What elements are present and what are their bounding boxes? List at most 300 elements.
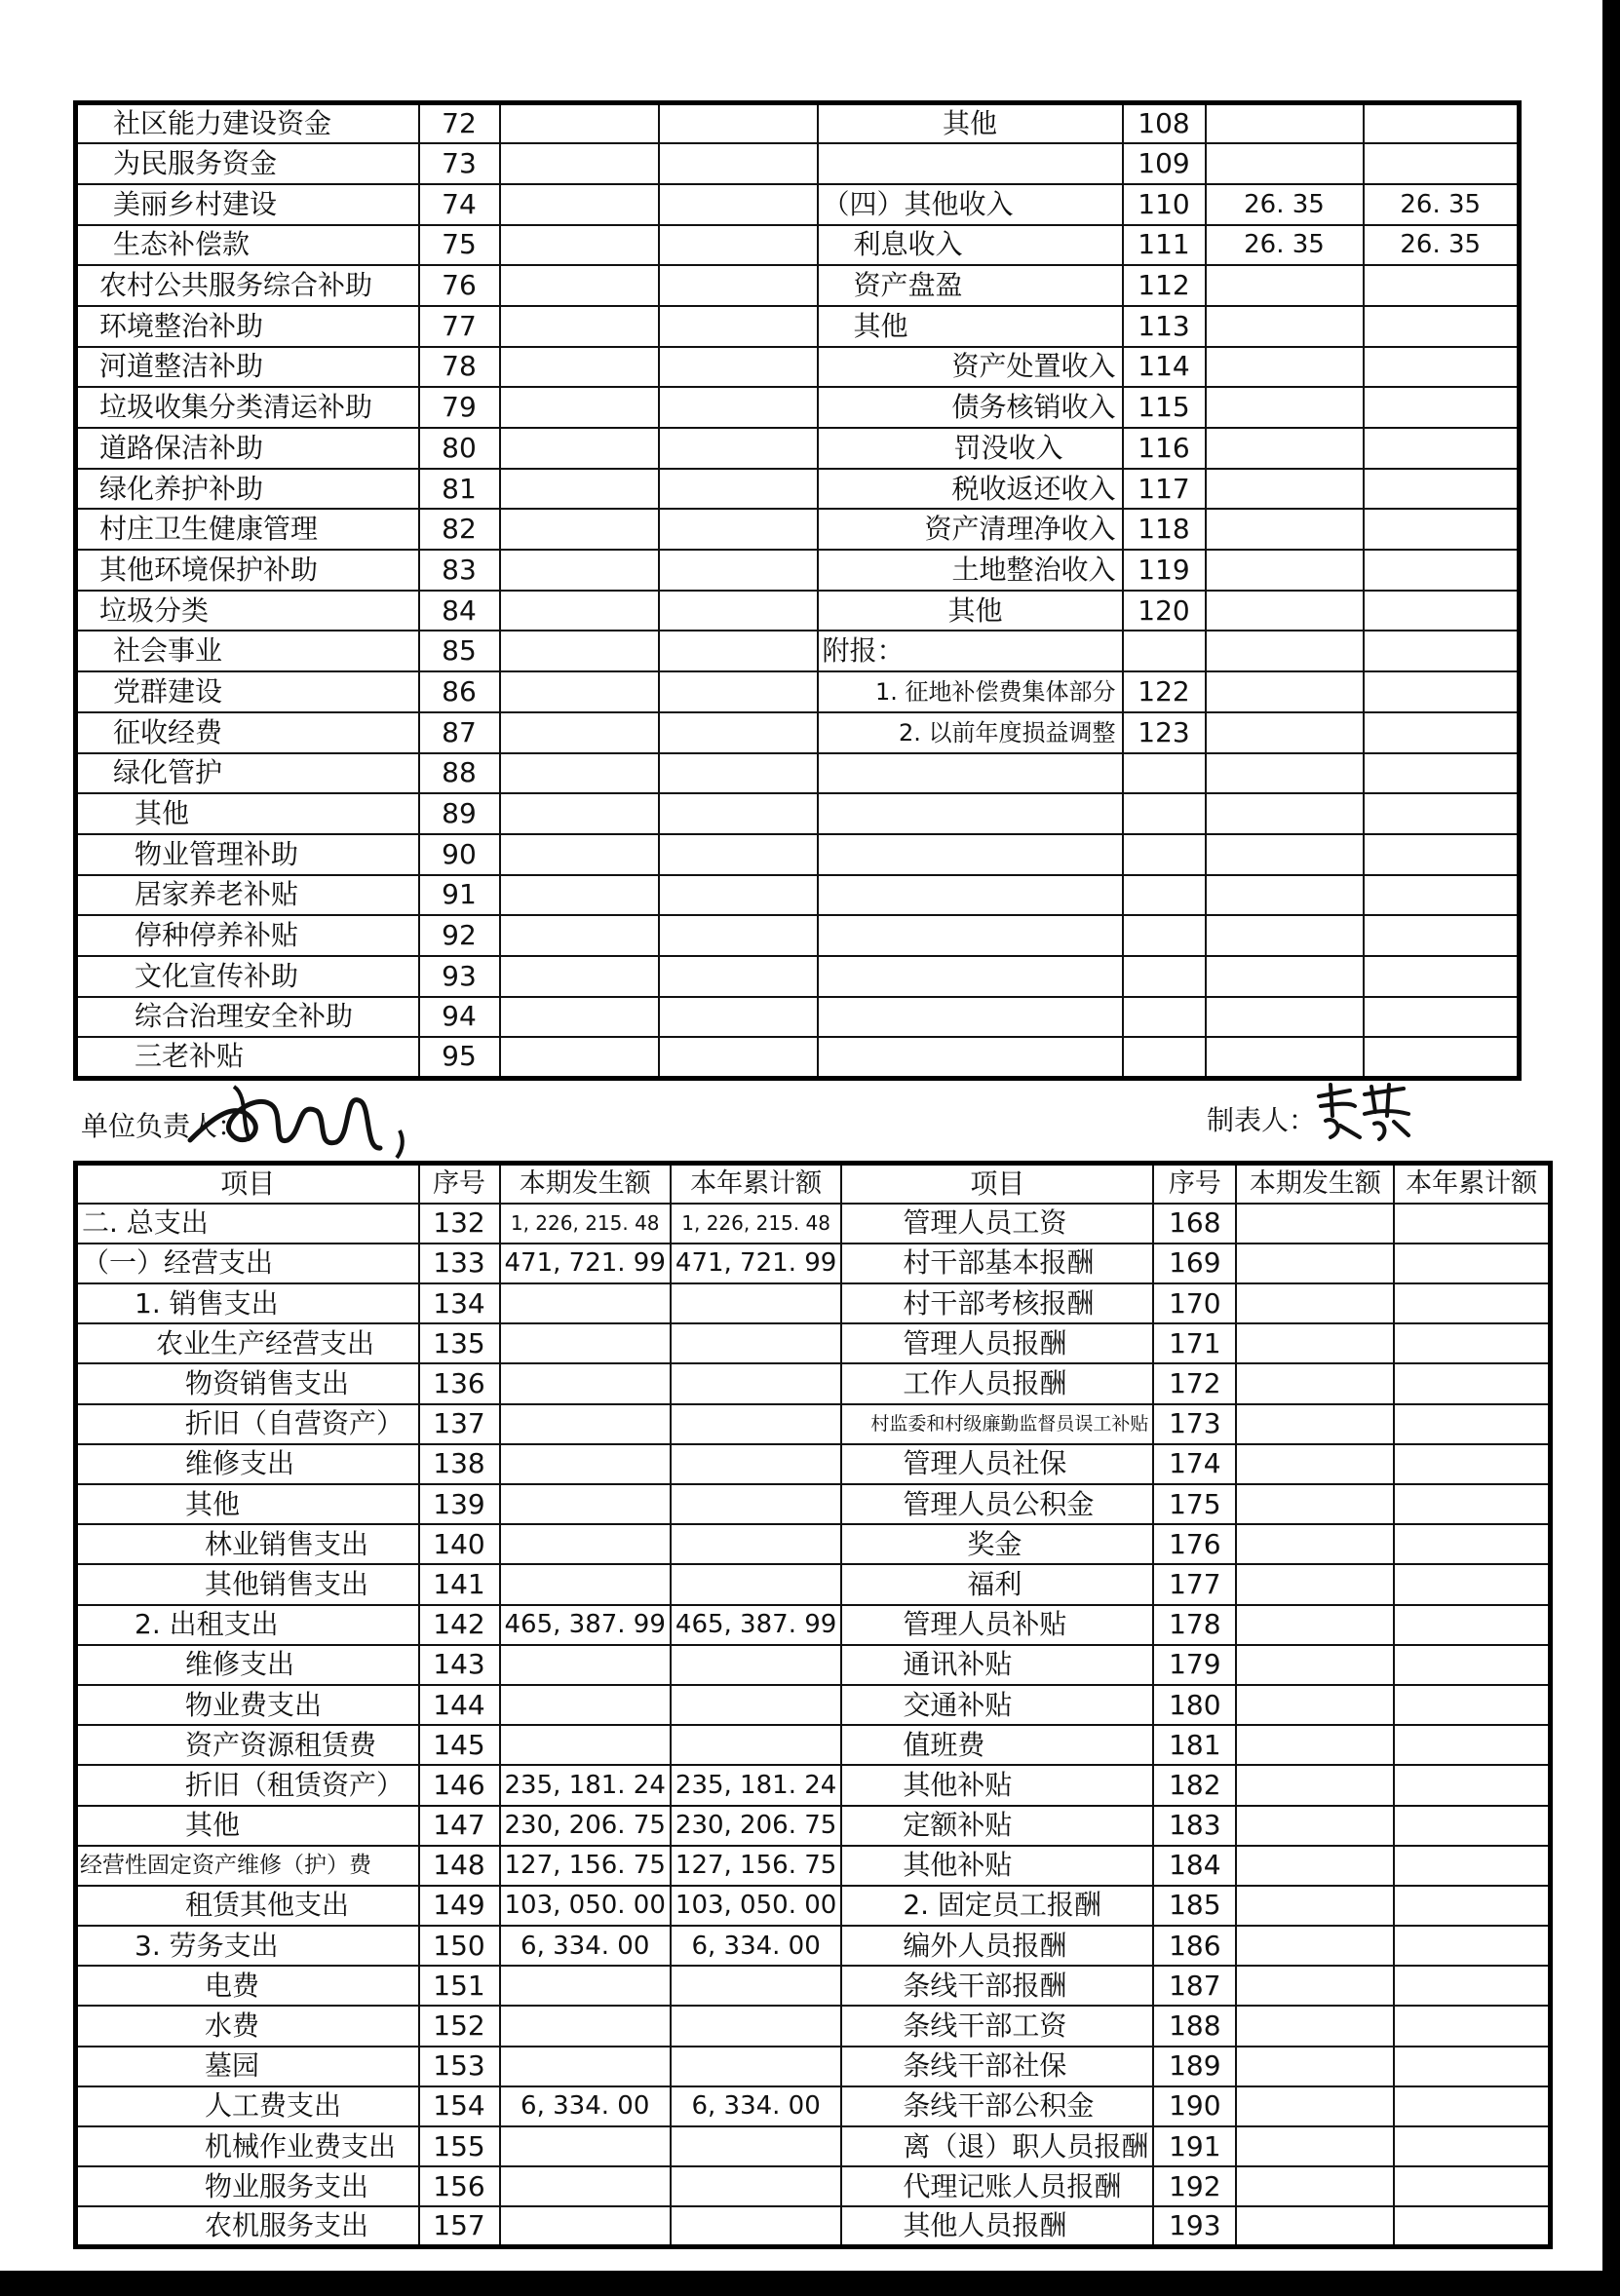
seq-number: 85 bbox=[419, 631, 500, 671]
ytd-amount bbox=[671, 1685, 841, 1725]
current-amount bbox=[500, 1685, 671, 1725]
seq-number-2: 113 bbox=[1123, 306, 1206, 347]
seq-number-2 bbox=[1123, 875, 1206, 916]
table-row bbox=[76, 509, 1520, 550]
seq-number: 81 bbox=[419, 469, 500, 510]
ytd-amount-2 bbox=[1394, 1524, 1550, 1564]
ytd-amount-2 bbox=[1394, 2047, 1550, 2086]
current-amount-2 bbox=[1206, 875, 1364, 916]
ytd-amount-2 bbox=[1394, 1765, 1550, 1805]
seq-number-2: 172 bbox=[1153, 1363, 1236, 1403]
ytd-amount bbox=[659, 550, 818, 591]
item-label: 绿化管护 bbox=[76, 753, 419, 794]
seq-number-2: 191 bbox=[1153, 2126, 1236, 2166]
current-amount bbox=[500, 225, 659, 266]
item-label-2 bbox=[818, 793, 1123, 834]
table-row bbox=[76, 103, 1520, 144]
seq-number: 154 bbox=[419, 2086, 500, 2126]
item-label-2: 工作人员报酬 bbox=[841, 1363, 1153, 1403]
current-amount bbox=[500, 265, 659, 306]
current-amount-2 bbox=[1206, 103, 1364, 144]
current-amount bbox=[500, 1645, 671, 1685]
table-row bbox=[76, 1605, 1551, 1645]
current-amount-2 bbox=[1206, 712, 1364, 753]
seq-number-2 bbox=[1123, 997, 1206, 1038]
item-label-2: 条线干部报酬 bbox=[841, 1966, 1153, 2006]
item-label-2: 村干部基本报酬 bbox=[841, 1244, 1153, 1283]
seq-number-2: 183 bbox=[1153, 1806, 1236, 1846]
ytd-amount-2 bbox=[1394, 1886, 1550, 1926]
seq-number-2: 169 bbox=[1153, 1244, 1236, 1283]
item-label: 其他 bbox=[76, 1806, 419, 1846]
seq-number-2: 109 bbox=[1123, 143, 1206, 184]
current-amount-2 bbox=[1236, 2006, 1394, 2046]
seq-number: 149 bbox=[419, 1886, 500, 1926]
current-amount: 465, 387. 99 bbox=[500, 1605, 671, 1645]
seq-number: 143 bbox=[419, 1645, 500, 1685]
ytd-amount-2: 26. 35 bbox=[1364, 184, 1520, 225]
expenditure-table bbox=[73, 1161, 1553, 2249]
header-ytd: 本年累计额 bbox=[671, 1164, 841, 1204]
ytd-amount bbox=[659, 387, 818, 428]
ytd-amount: 103, 050. 00 bbox=[671, 1886, 841, 1926]
current-amount: 1, 226, 215. 48 bbox=[500, 1204, 671, 1244]
table-row bbox=[76, 1886, 1551, 1926]
item-label: 停种停养补贴 bbox=[76, 915, 419, 956]
current-amount bbox=[500, 1484, 671, 1524]
item-label: 征收经费 bbox=[76, 712, 419, 753]
seq-number-2: 178 bbox=[1153, 1605, 1236, 1645]
ytd-amount-2 bbox=[1364, 591, 1520, 631]
item-label: 物业费支出 bbox=[76, 1685, 419, 1725]
seq-number-2: 171 bbox=[1153, 1323, 1236, 1363]
current-amount-2 bbox=[1206, 428, 1364, 469]
item-label-2: 管理人员报酬 bbox=[841, 1323, 1153, 1363]
seq-number-2: 177 bbox=[1153, 1564, 1236, 1604]
ytd-amount-2 bbox=[1364, 428, 1520, 469]
table-row bbox=[76, 387, 1520, 428]
table-row bbox=[76, 1484, 1551, 1524]
seq-number: 137 bbox=[419, 1404, 500, 1444]
seq-number: 155 bbox=[419, 2126, 500, 2166]
current-amount bbox=[500, 1404, 671, 1444]
current-amount bbox=[500, 793, 659, 834]
seq-number-2: 192 bbox=[1153, 2166, 1236, 2206]
scan-edge-right bbox=[1602, 0, 1620, 2296]
current-amount-2 bbox=[1236, 1204, 1394, 1244]
ytd-amount-2 bbox=[1394, 1444, 1550, 1484]
item-label: 农机服务支出 bbox=[76, 2206, 419, 2246]
item-label-2: 通讯补贴 bbox=[841, 1645, 1153, 1685]
seq-number: 90 bbox=[419, 834, 500, 875]
current-amount-2 bbox=[1236, 1524, 1394, 1564]
current-amount bbox=[500, 387, 659, 428]
current-amount bbox=[500, 1323, 671, 1363]
preparer-signature bbox=[1311, 1077, 1418, 1145]
seq-number: 153 bbox=[419, 2047, 500, 2086]
current-amount-2: 26. 35 bbox=[1206, 184, 1364, 225]
table-row bbox=[76, 1926, 1551, 1966]
current-amount-2 bbox=[1206, 591, 1364, 631]
item-label-2: 离（退）职人员报酬 bbox=[841, 2126, 1153, 2166]
ytd-amount-2 bbox=[1394, 1926, 1550, 1966]
table-row bbox=[76, 306, 1520, 347]
seq-number-2: 173 bbox=[1153, 1404, 1236, 1444]
seq-number: 157 bbox=[419, 2206, 500, 2246]
ytd-amount-2 bbox=[1394, 1645, 1550, 1685]
header-current-2: 本期发生额 bbox=[1236, 1164, 1394, 1204]
ytd-amount bbox=[659, 753, 818, 794]
seq-number: 140 bbox=[419, 1524, 500, 1564]
item-label: 居家养老补贴 bbox=[76, 875, 419, 916]
seq-number: 76 bbox=[419, 265, 500, 306]
ytd-amount bbox=[671, 2006, 841, 2046]
ytd-amount bbox=[659, 428, 818, 469]
item-label: 墓园 bbox=[76, 2047, 419, 2086]
ytd-amount bbox=[671, 1524, 841, 1564]
item-label-2: 条线干部公积金 bbox=[841, 2086, 1153, 2126]
seq-number-2: 186 bbox=[1153, 1926, 1236, 1966]
ytd-amount bbox=[671, 1645, 841, 1685]
seq-number: 75 bbox=[419, 225, 500, 266]
seq-number: 134 bbox=[419, 1283, 500, 1323]
item-label: 水费 bbox=[76, 2006, 419, 2046]
item-label: 农村公共服务综合补助 bbox=[76, 265, 419, 306]
seq-number-2 bbox=[1123, 1037, 1206, 1078]
current-amount-2 bbox=[1206, 265, 1364, 306]
item-label-2: 税收返还收入 bbox=[818, 469, 1123, 510]
seq-number: 152 bbox=[419, 2006, 500, 2046]
item-label: 3. 劳务支出 bbox=[76, 1926, 419, 1966]
item-label: 农业生产经营支出 bbox=[76, 1323, 419, 1363]
seq-number: 151 bbox=[419, 1966, 500, 2006]
seq-number: 138 bbox=[419, 1444, 500, 1484]
item-label: 经营性固定资产维修（护）费 bbox=[76, 1846, 419, 1886]
item-label-2: 资产清理净收入 bbox=[818, 509, 1123, 550]
seq-number-2: 189 bbox=[1153, 2047, 1236, 2086]
seq-number: 147 bbox=[419, 1806, 500, 1846]
table-row bbox=[76, 956, 1520, 997]
current-amount-2 bbox=[1236, 1564, 1394, 1604]
ytd-amount-2 bbox=[1364, 509, 1520, 550]
seq-number: 77 bbox=[419, 306, 500, 347]
ytd-amount bbox=[659, 793, 818, 834]
seq-number: 80 bbox=[419, 428, 500, 469]
item-label: （一）经营支出 bbox=[76, 1244, 419, 1283]
table-row bbox=[76, 1444, 1551, 1484]
ytd-amount: 471, 721. 99 bbox=[671, 1244, 841, 1283]
item-label: 维修支出 bbox=[76, 1645, 419, 1685]
ytd-amount bbox=[659, 347, 818, 388]
ytd-amount-2 bbox=[1364, 915, 1520, 956]
ytd-amount bbox=[659, 956, 818, 997]
current-amount bbox=[500, 1564, 671, 1604]
ytd-amount-2 bbox=[1394, 2006, 1550, 2046]
item-label-2: 奖金 bbox=[841, 1524, 1153, 1564]
current-amount bbox=[500, 550, 659, 591]
current-amount-2 bbox=[1236, 1806, 1394, 1846]
current-amount-2 bbox=[1236, 1323, 1394, 1363]
current-amount bbox=[500, 2006, 671, 2046]
item-label: 文化宣传补助 bbox=[76, 956, 419, 997]
item-label: 其他销售支出 bbox=[76, 1564, 419, 1604]
table-row bbox=[76, 1323, 1551, 1363]
current-amount bbox=[500, 1037, 659, 1078]
current-amount-2 bbox=[1206, 387, 1364, 428]
table-row bbox=[76, 2126, 1551, 2166]
current-amount: 127, 156. 75 bbox=[500, 1846, 671, 1886]
ytd-amount-2 bbox=[1394, 1484, 1550, 1524]
ytd-amount: 127, 156. 75 bbox=[671, 1846, 841, 1886]
seq-number: 135 bbox=[419, 1323, 500, 1363]
seq-number: 146 bbox=[419, 1765, 500, 1805]
preparer-label: 制表人： bbox=[1207, 1104, 1317, 1136]
ytd-amount bbox=[659, 184, 818, 225]
table-row bbox=[76, 1765, 1551, 1805]
table-row bbox=[76, 1524, 1551, 1564]
seq-number: 79 bbox=[419, 387, 500, 428]
item-label-2: 条线干部工资 bbox=[841, 2006, 1153, 2046]
ytd-amount bbox=[671, 1363, 841, 1403]
item-label-2: 管理人员社保 bbox=[841, 1444, 1153, 1484]
seq-number: 145 bbox=[419, 1725, 500, 1765]
item-label-2: 编外人员报酬 bbox=[841, 1926, 1153, 1966]
ytd-amount-2: 26. 35 bbox=[1364, 225, 1520, 266]
ytd-amount-2 bbox=[1394, 1846, 1550, 1886]
table-row bbox=[76, 671, 1520, 712]
header-ytd-2: 本年累计额 bbox=[1394, 1164, 1550, 1204]
ytd-amount-2 bbox=[1394, 1806, 1550, 1846]
ytd-amount-2 bbox=[1394, 1283, 1550, 1323]
item-label-2: 村监委和村级廉勤监督员误工补贴 bbox=[841, 1404, 1153, 1444]
table-row bbox=[76, 225, 1520, 266]
current-amount bbox=[500, 184, 659, 225]
current-amount bbox=[500, 631, 659, 671]
current-amount-2 bbox=[1236, 1725, 1394, 1765]
current-amount-2 bbox=[1236, 1685, 1394, 1725]
seq-number-2: 114 bbox=[1123, 347, 1206, 388]
item-label: 社会事业 bbox=[76, 631, 419, 671]
ytd-amount-2 bbox=[1364, 306, 1520, 347]
item-label: 其他 bbox=[76, 793, 419, 834]
item-label-2: （四）其他收入 bbox=[818, 184, 1123, 225]
seq-number: 84 bbox=[419, 591, 500, 631]
item-label-2 bbox=[818, 875, 1123, 916]
current-amount-2 bbox=[1206, 347, 1364, 388]
table-row bbox=[76, 793, 1520, 834]
item-label-2: 其他 bbox=[818, 103, 1123, 144]
seq-number-2: 116 bbox=[1123, 428, 1206, 469]
item-label: 综合治理安全补助 bbox=[76, 997, 419, 1038]
item-label-2 bbox=[818, 997, 1123, 1038]
seq-number-2: 193 bbox=[1153, 2206, 1236, 2246]
current-amount-2 bbox=[1206, 915, 1364, 956]
seq-number-2: 110 bbox=[1123, 184, 1206, 225]
ytd-amount-2 bbox=[1364, 387, 1520, 428]
current-amount bbox=[500, 1725, 671, 1765]
seq-number-2: 181 bbox=[1153, 1725, 1236, 1765]
seq-number-2: 190 bbox=[1153, 2086, 1236, 2126]
header-item-2: 项目 bbox=[841, 1164, 1153, 1204]
current-amount-2 bbox=[1236, 1444, 1394, 1484]
item-label: 村庄卫生健康管理 bbox=[76, 509, 419, 550]
ytd-amount-2 bbox=[1364, 103, 1520, 144]
current-amount bbox=[500, 103, 659, 144]
seq-number: 94 bbox=[419, 997, 500, 1038]
ytd-amount-2 bbox=[1394, 2126, 1550, 2166]
current-amount-2 bbox=[1236, 2126, 1394, 2166]
item-label: 为民服务资金 bbox=[76, 143, 419, 184]
item-label-2: 代理记账人员报酬 bbox=[841, 2166, 1153, 2206]
ytd-amount bbox=[659, 631, 818, 671]
ytd-amount: 1, 226, 215. 48 bbox=[671, 1204, 841, 1244]
ytd-amount bbox=[659, 915, 818, 956]
current-amount-2 bbox=[1236, 1926, 1394, 1966]
seq-number: 83 bbox=[419, 550, 500, 591]
table-row bbox=[76, 1204, 1551, 1244]
current-amount-2 bbox=[1236, 1244, 1394, 1283]
current-amount-2 bbox=[1236, 2166, 1394, 2206]
item-label: 垃圾分类 bbox=[76, 591, 419, 631]
current-amount bbox=[500, 875, 659, 916]
item-label-2 bbox=[818, 915, 1123, 956]
current-amount bbox=[500, 915, 659, 956]
current-amount-2 bbox=[1236, 1484, 1394, 1524]
ytd-amount bbox=[671, 1725, 841, 1765]
ytd-amount-2 bbox=[1364, 347, 1520, 388]
table-row bbox=[76, 550, 1520, 591]
ytd-amount-2 bbox=[1394, 2206, 1550, 2246]
table-row bbox=[76, 1685, 1551, 1725]
ytd-amount bbox=[659, 875, 818, 916]
seq-number-2 bbox=[1123, 915, 1206, 956]
ytd-amount bbox=[659, 265, 818, 306]
table-row bbox=[76, 184, 1520, 225]
ytd-amount bbox=[659, 1037, 818, 1078]
seq-number-2: 179 bbox=[1153, 1645, 1236, 1685]
ytd-amount: 235, 181. 24 bbox=[671, 1765, 841, 1805]
item-label-2: 管理人员公积金 bbox=[841, 1484, 1153, 1524]
item-label-2: 债务核销收入 bbox=[818, 387, 1123, 428]
item-label: 美丽乡村建设 bbox=[76, 184, 419, 225]
item-label-2: 其他人员报酬 bbox=[841, 2206, 1153, 2246]
item-label: 物资销售支出 bbox=[76, 1363, 419, 1403]
seq-number-2: 117 bbox=[1123, 469, 1206, 510]
current-amount-2 bbox=[1206, 550, 1364, 591]
item-label-2: 资产处置收入 bbox=[818, 347, 1123, 388]
item-label: 物业服务支出 bbox=[76, 2166, 419, 2206]
item-label-2: 其他 bbox=[818, 591, 1123, 631]
item-label: 垃圾收集分类清运补助 bbox=[76, 387, 419, 428]
table-row bbox=[76, 1244, 1551, 1283]
seq-number-2 bbox=[1123, 793, 1206, 834]
seq-number-2: 122 bbox=[1123, 671, 1206, 712]
ytd-amount bbox=[659, 143, 818, 184]
ytd-amount: 465, 387. 99 bbox=[671, 1605, 841, 1645]
ytd-amount-2 bbox=[1394, 2166, 1550, 2206]
current-amount-2 bbox=[1206, 1037, 1364, 1078]
seq-number-2: 175 bbox=[1153, 1484, 1236, 1524]
item-label: 2. 出租支出 bbox=[76, 1605, 419, 1645]
ytd-amount-2 bbox=[1364, 956, 1520, 997]
seq-number-2 bbox=[1123, 631, 1206, 671]
table-row bbox=[76, 631, 1520, 671]
current-amount: 235, 181. 24 bbox=[500, 1765, 671, 1805]
seq-number-2: 187 bbox=[1153, 1966, 1236, 2006]
table-row bbox=[76, 591, 1520, 631]
item-label-2: 村干部考核报酬 bbox=[841, 1283, 1153, 1323]
ytd-amount bbox=[671, 2206, 841, 2246]
item-label-2: 罚没收入 bbox=[818, 428, 1123, 469]
table-row bbox=[76, 2086, 1551, 2126]
seq-number: 95 bbox=[419, 1037, 500, 1078]
seq-number: 78 bbox=[419, 347, 500, 388]
current-amount: 6, 334. 00 bbox=[500, 2086, 671, 2126]
item-label: 1. 销售支出 bbox=[76, 1283, 419, 1323]
table-row bbox=[76, 347, 1520, 388]
seq-number: 144 bbox=[419, 1685, 500, 1725]
current-amount bbox=[500, 753, 659, 794]
current-amount-2 bbox=[1236, 2086, 1394, 2126]
item-label: 资产资源租赁费 bbox=[76, 1725, 419, 1765]
table-row bbox=[76, 469, 1520, 510]
item-label-2: 其他补贴 bbox=[841, 1765, 1153, 1805]
seq-number: 82 bbox=[419, 509, 500, 550]
seq-number-2: 112 bbox=[1123, 265, 1206, 306]
ytd-amount bbox=[659, 834, 818, 875]
current-amount bbox=[500, 1444, 671, 1484]
ytd-amount-2 bbox=[1394, 1404, 1550, 1444]
table-row bbox=[76, 1645, 1551, 1685]
table-row bbox=[76, 1404, 1551, 1444]
seq-number-2 bbox=[1123, 956, 1206, 997]
ytd-amount bbox=[659, 712, 818, 753]
seq-number: 87 bbox=[419, 712, 500, 753]
current-amount-2 bbox=[1236, 1645, 1394, 1685]
seq-number-2: 176 bbox=[1153, 1524, 1236, 1564]
table-row bbox=[76, 428, 1520, 469]
ytd-amount bbox=[659, 997, 818, 1038]
ytd-amount bbox=[671, 2166, 841, 2206]
current-amount bbox=[500, 347, 659, 388]
ytd-amount: 6, 334. 00 bbox=[671, 1926, 841, 1966]
ytd-amount-2 bbox=[1364, 793, 1520, 834]
current-amount-2 bbox=[1206, 469, 1364, 510]
table-row bbox=[76, 1363, 1551, 1403]
ytd-amount bbox=[659, 509, 818, 550]
seq-number: 74 bbox=[419, 184, 500, 225]
table-row bbox=[76, 1283, 1551, 1323]
seq-number-2 bbox=[1123, 753, 1206, 794]
seq-number: 136 bbox=[419, 1363, 500, 1403]
item-label: 人工费支出 bbox=[76, 2086, 419, 2126]
item-label-2: 其他补贴 bbox=[841, 1846, 1153, 1886]
ytd-amount-2 bbox=[1394, 1966, 1550, 2006]
ytd-amount bbox=[671, 1444, 841, 1484]
seq-number-2: 123 bbox=[1123, 712, 1206, 753]
current-amount-2 bbox=[1206, 793, 1364, 834]
current-amount-2 bbox=[1236, 1283, 1394, 1323]
item-label: 林业销售支出 bbox=[76, 1524, 419, 1564]
seq-number: 93 bbox=[419, 956, 500, 997]
seq-number: 132 bbox=[419, 1204, 500, 1244]
current-amount bbox=[500, 956, 659, 997]
item-label-2 bbox=[818, 834, 1123, 875]
item-label: 电费 bbox=[76, 1966, 419, 2006]
seq-number-2: 115 bbox=[1123, 387, 1206, 428]
seq-number: 72 bbox=[419, 103, 500, 144]
seq-number-2: 170 bbox=[1153, 1283, 1236, 1323]
